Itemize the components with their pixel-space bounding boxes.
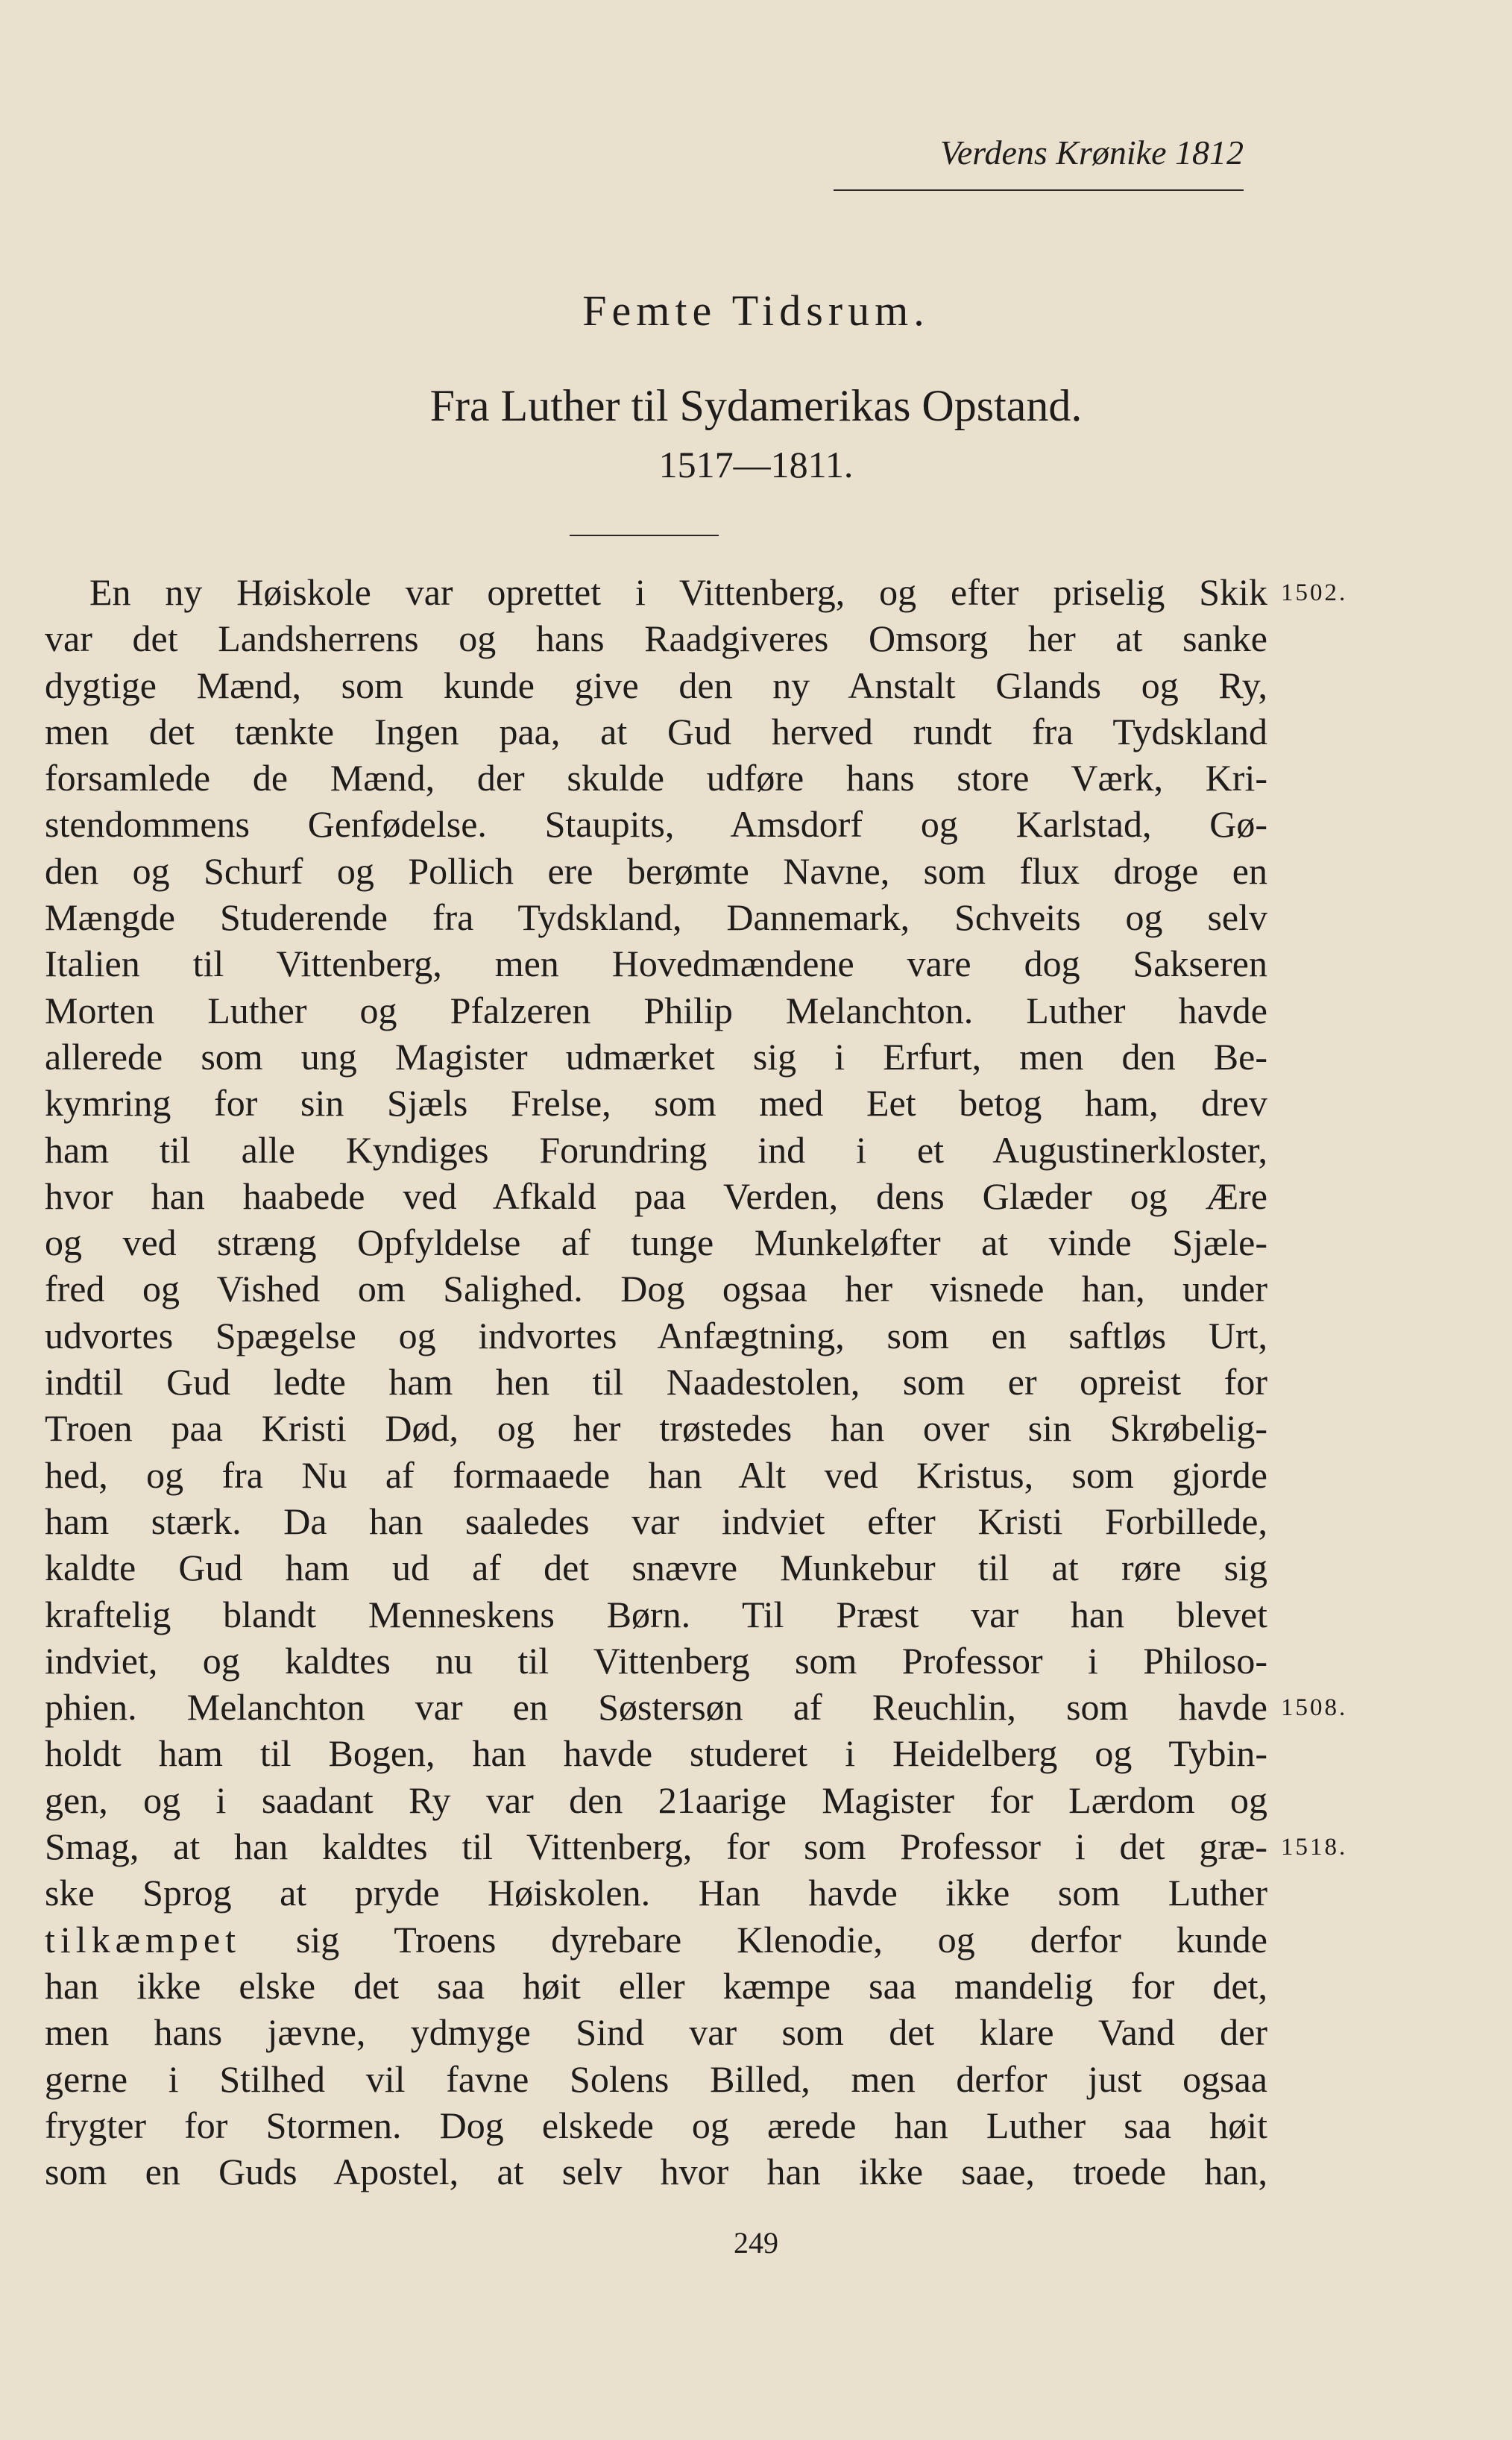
text-line: men det tænkte Ingen paa, at Gud herved rundt fra Tydskland	[45, 710, 1267, 752]
emphasis-spaced: tilkæmpet	[45, 1918, 241, 1961]
text-line: stendommens Genfødelse. Staupits, Amsdorf og Karlstad, Gø-	[45, 803, 1267, 846]
text-line: Italien til Vittenberg, men Hovedmændene vare dog Sakseren	[45, 943, 1267, 985]
text-line: men hans jævne, ydmyge Sind var som det klare Vand der	[45, 2011, 1267, 2054]
text-line: ham til alle Kyndiges Forundring ind i et Augustinerkloster,	[45, 1128, 1267, 1171]
text-line: Smag, at han kaldtes til Vittenberg, for som Professor i det græ-	[45, 1826, 1267, 1868]
chapter-title: Femte Tidsrum.	[582, 286, 930, 335]
text-line: Mængde Studerende fra Tydskland, Dannemark, Schveits og selv	[45, 896, 1267, 939]
text-line: forsamlede de Mænd, der skulde udføre hans store Værk, Kri-	[45, 757, 1267, 799]
margin-year: 1518.	[1281, 1834, 1348, 1861]
text-line: fred og Vished om Salighed. Dog ogsaa her visnede han, under	[45, 1268, 1267, 1310]
text-line: Morten Luther og Pfalzeren Philip Melanchton. Luther havde	[45, 989, 1267, 1031]
text-line: var det Landsherrens og hans Raadgiveres Omsorg her at sanke	[45, 617, 1267, 660]
text-run: sig Troens dyrebare Klenodie, og derfor kunde	[241, 1918, 1267, 1961]
margin-year: 1508.	[1281, 1694, 1348, 1722]
text-line: kymring for sin Sjæls Frelse, som med Eet betog ham, drev	[45, 1082, 1267, 1125]
body-text	[45, 569, 1267, 2195]
page-number: 249	[734, 2226, 778, 2260]
text-line: hed, og fra Nu af formaaede han Alt ved Kristus, som gjorde	[45, 1453, 1267, 1496]
text-line: phien. Melanchton var en Søstersøn af Reuchlin, som havde	[45, 1686, 1267, 1729]
text-line: gerne i Stilhed vil favne Solens Billed, men derfor just ogsaa	[45, 2057, 1267, 2100]
chapter-years: 1517—1811.	[658, 444, 854, 485]
running-head-rule	[834, 189, 1244, 191]
text-line: dygtige Mænd, som kunde give den ny Anstalt Glands og Ry,	[45, 664, 1267, 706]
running-head	[834, 133, 1244, 192]
text-line: kraftelig blandt Menneskens Børn. Til Præst var han blevet	[45, 1593, 1267, 1635]
text-line: holdt ham til Bogen, han havde studeret i Heidelberg og Tybin-	[45, 1732, 1267, 1775]
text-line: den og Schurf og Pollich ere berømte Navne, som flux droge en	[45, 849, 1267, 892]
text-line: indviet, og kaldtes nu til Vittenberg som Professor i Philoso-	[45, 1639, 1267, 1682]
text-line: frygter for Stormen. Dog elskede og ærede han Luther saa høit	[45, 2104, 1267, 2146]
text-line: gen, og i saadant Ry var den 21aarige Magister for Lærdom og	[45, 1779, 1267, 1821]
chapter-subtitle: Fra Luther til Sydamerikas Opstand.	[429, 381, 1083, 430]
text-line: indtil Gud ledte ham hen til Naadestolen, som er opreist for	[45, 1361, 1267, 1403]
text-line: og ved stræng Opfyldelse af tunge Munkeløfter at vinde Sjæle-	[45, 1221, 1267, 1264]
text-line: som en Guds Apostel, at selv hvor han ikke saae, troede han,	[45, 2151, 1267, 2193]
text-line: ske Sprog at pryde Høiskolen. Han havde ikke som Luther	[45, 1872, 1267, 1914]
text-line: Troen paa Kristi Død, og her trøstedes han over sin Skrøbelig-	[45, 1407, 1267, 1450]
section-divider	[570, 535, 719, 536]
text-line: allerede som ung Magister udmærket sig i Erfurt, men den Be-	[45, 1035, 1267, 1078]
text-line: En ny Høiskole var oprettet i Vittenberg, og efter priselig Skik	[89, 571, 1267, 613]
running-head-title: Verdens Krønike 1812	[939, 133, 1244, 172]
text-line	[45, 1917, 1267, 1963]
text-line: hvor han haabede ved Afkald paa Verden, dens Glæder og Ære	[45, 1175, 1267, 1217]
text-line: kaldte Gud ham ud af det snævre Munkebur til at røre sig	[45, 1547, 1267, 1589]
text-line: udvortes Spægelse og indvortes Anfægtning, som en saftløs Urt,	[45, 1314, 1267, 1356]
text-line: han ikke elske det saa høit eller kæmpe saa mandelig for det,	[45, 1964, 1267, 2007]
margin-year: 1502.	[1281, 579, 1348, 606]
text-line: ham stærk. Da han saaledes var indviet efter Kristi Forbillede,	[45, 1500, 1267, 1542]
